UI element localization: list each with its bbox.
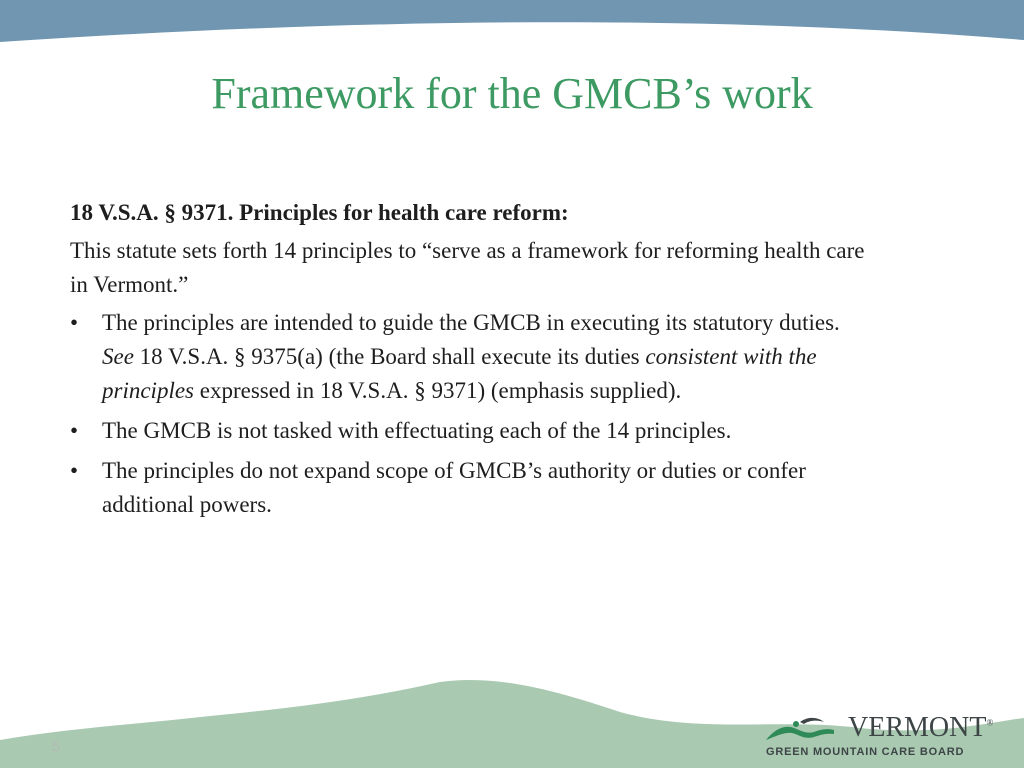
page-number: 5 [52,738,60,754]
slide-title: Framework for the GMCB’s work [211,69,813,118]
registered-mark: ® [986,717,994,728]
bullet-text: The GMCB is not tasked with effectuating each of the 14 principles. [102,418,732,443]
bullet-text: expressed in 18 V.S.A. § 9371) (emphasis supplied). [194,378,682,403]
bullet-italic: consistent with the principles [102,344,817,403]
bullet-dot: • [70,458,79,483]
mountain-logo-icon [764,714,854,744]
statute-heading: 18 V.S.A. § 9371. Principles for health care reform: [70,200,569,225]
bullet-item [70,414,870,448]
bullet-item [70,454,870,522]
logo-word: VERMONT [848,712,987,743]
bullet-dot: • [70,310,79,335]
bullet-text: The principles do not expand scope of GMCB’s authority or duties or confer additional powers. [102,458,806,517]
bullet-dot: • [70,418,79,443]
slide-body [70,196,870,528]
logo-wordmark [848,712,993,744]
bullet-text: The principles are intended to guide the GMCB in executing its statutory duties. [102,310,840,335]
bullet-item [70,306,870,408]
bullet-text: 18 V.S.A. § 9375(a) (the Board shall execute its duties [133,344,646,369]
bullet-list [70,306,870,522]
top-band [0,0,1024,50]
statute-intro: This statute sets forth 14 principles to “serve as a framework for reforming health care in Vermont.” [70,238,865,297]
vermont-gmcb-logo [764,712,1008,762]
bullet-italic: See [102,344,134,369]
logo-subtitle: GREEN MOUNTAIN CARE BOARD [766,746,965,758]
